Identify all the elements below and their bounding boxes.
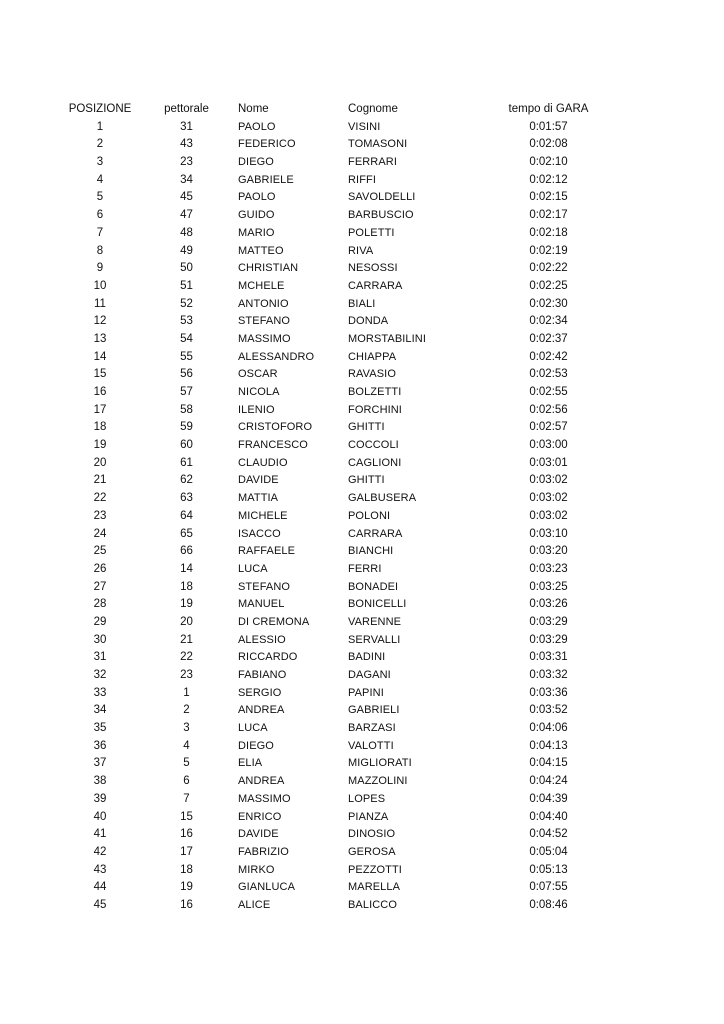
table-row (0, 384, 724, 402)
table-row (0, 738, 724, 756)
cell-surname: MARELLA (348, 881, 401, 894)
cell-name: LUCA (238, 562, 268, 575)
cell-bib: 60 (180, 439, 193, 452)
cell-surname: BARBUSCIO (348, 209, 414, 222)
cell-time: 0:02:15 (529, 191, 568, 204)
cell-time: 0:03:00 (529, 439, 568, 452)
cell-bib: 47 (180, 209, 193, 222)
cell-surname: FERRARI (348, 156, 397, 169)
table-row (0, 561, 724, 579)
cell-time: 0:01:57 (529, 120, 568, 133)
cell-bib: 23 (180, 156, 193, 169)
table-row (0, 596, 724, 614)
cell-bib: 50 (180, 262, 193, 275)
table-row (0, 172, 724, 190)
cell-position: 23 (93, 509, 107, 522)
cell-bib: 17 (180, 845, 193, 858)
cell-time: 0:02:37 (529, 332, 568, 345)
cell-time: 0:02:18 (529, 226, 568, 239)
cell-position: 4 (96, 173, 104, 186)
cell-time: 0:02:34 (529, 315, 568, 328)
cell-bib: 48 (180, 226, 193, 239)
cell-position: 28 (93, 598, 107, 611)
cell-position: 17 (93, 403, 107, 416)
cell-time: 0:04:13 (529, 739, 568, 752)
cell-position: 41 (93, 828, 107, 841)
cell-time: 0:03:52 (529, 704, 568, 717)
cell-name: FEDERICO (238, 138, 296, 151)
results-table (0, 101, 724, 915)
cell-surname: BONICELLI (348, 598, 407, 611)
cell-time: 0:04:52 (529, 828, 568, 841)
cell-time: 0:02:55 (529, 386, 568, 398)
cell-time: 0:03:29 (529, 615, 568, 628)
cell-position: 43 (93, 863, 107, 876)
cell-surname: SAVOLDELLI (348, 191, 416, 204)
cell-time: 0:04:24 (529, 775, 568, 788)
cell-bib: 16 (180, 898, 193, 911)
cell-surname: FERRI (348, 562, 382, 575)
table-row (0, 419, 724, 437)
cell-bib: 18 (180, 863, 193, 876)
cell-name: ELIA (238, 757, 263, 770)
header-name: Nome (238, 103, 269, 115)
cell-name: MATTIA (238, 492, 279, 505)
cell-position: 35 (93, 722, 107, 735)
cell-time: 0:03:10 (529, 527, 568, 540)
cell-bib: 58 (180, 403, 193, 416)
cell-surname: GABRIELI (348, 704, 400, 717)
cell-name: CRISTOFORO (238, 421, 313, 434)
cell-surname: BALICCO (348, 898, 397, 911)
cell-bib: 3 (183, 722, 190, 735)
cell-position: 27 (93, 580, 107, 593)
cell-bib: 31 (180, 120, 193, 133)
cell-surname: GALBUSERA (348, 492, 417, 505)
table-row (0, 225, 724, 243)
table-row (0, 773, 724, 791)
cell-name: STEFANO (238, 315, 291, 328)
cell-bib: 34 (180, 173, 193, 186)
cell-surname: RIVA (348, 244, 374, 257)
table-row (0, 720, 724, 738)
table-row (0, 154, 724, 172)
cell-bib: 20 (180, 615, 193, 628)
table-row (0, 313, 724, 331)
cell-name: SERGIO (238, 686, 282, 699)
cell-surname: POLETTI (348, 226, 395, 239)
cell-surname: BONADEI (348, 580, 399, 593)
cell-name: CLAUDIO (238, 456, 288, 469)
cell-position: 39 (93, 792, 107, 805)
cell-bib: 52 (180, 297, 193, 310)
cell-name: ANTONIO (238, 297, 289, 310)
cell-position: 34 (93, 704, 107, 717)
table-row (0, 879, 724, 897)
table-row (0, 526, 724, 544)
cell-surname: DONDA (348, 315, 389, 328)
cell-time: 0:02:19 (529, 244, 568, 257)
cell-bib: 62 (180, 474, 193, 487)
cell-bib: 51 (180, 279, 193, 292)
cell-bib: 19 (180, 598, 193, 611)
cell-position: 12 (93, 315, 107, 328)
cell-position: 33 (93, 686, 107, 699)
cell-time: 0:02:42 (529, 350, 568, 363)
cell-position: 44 (93, 881, 107, 894)
cell-surname: RIFFI (348, 173, 376, 186)
cell-bib: 18 (180, 580, 193, 593)
cell-position: 16 (93, 386, 107, 398)
cell-name: MCHELE (238, 279, 285, 292)
cell-position: 13 (93, 332, 107, 345)
cell-surname: PAPINI (348, 686, 384, 699)
cell-position: 31 (93, 651, 107, 664)
table-row (0, 702, 724, 720)
cell-bib: 22 (180, 651, 193, 664)
cell-surname: FORCHINI (348, 403, 402, 416)
cell-time: 0:02:12 (529, 173, 568, 186)
cell-time: 0:03:36 (529, 686, 568, 699)
table-row (0, 826, 724, 844)
cell-name: ANDREA (238, 775, 285, 788)
header-position: POSIZIONE (68, 103, 132, 115)
cell-bib: 64 (180, 509, 193, 522)
cell-surname: TOMASONI (348, 138, 408, 151)
cell-surname: VALOTTI (348, 739, 394, 752)
table-row (0, 260, 724, 278)
cell-name: LUCA (238, 722, 268, 735)
cell-name: DI CREMONA (238, 615, 310, 628)
cell-surname: POLONI (348, 509, 391, 522)
cell-position: 18 (93, 421, 107, 434)
cell-position: 36 (93, 739, 107, 752)
cell-name: FABIANO (238, 669, 287, 681)
cell-surname: CARRARA (348, 527, 403, 540)
cell-surname: LOPES (348, 792, 386, 805)
cell-name: GUIDO (238, 209, 275, 222)
cell-surname: DINOSIO (348, 828, 396, 841)
cell-time: 0:02:57 (529, 421, 568, 434)
cell-time: 0:03:32 (529, 669, 568, 681)
cell-position: 11 (94, 297, 106, 310)
cell-name: MATTEO (238, 244, 284, 257)
cell-surname: NESOSSI (348, 262, 398, 275)
cell-time: 0:03:02 (529, 474, 568, 487)
table-row (0, 897, 724, 915)
cell-bib: 66 (180, 545, 193, 558)
cell-position: 40 (93, 810, 107, 823)
table-row (0, 667, 724, 685)
cell-name: MASSIMO (238, 792, 291, 805)
cell-bib: 63 (180, 492, 193, 505)
cell-name: RAFFAELE (238, 545, 296, 558)
cell-bib: 45 (180, 191, 193, 204)
cell-time: 0:02:10 (529, 156, 568, 169)
table-row (0, 136, 724, 154)
cell-surname: SERVALLI (348, 633, 401, 646)
cell-surname: RAVASIO (348, 368, 396, 381)
cell-name: PAOLO (238, 191, 276, 204)
cell-bib: 54 (180, 332, 193, 345)
table-row (0, 402, 724, 420)
cell-name: MICHELE (238, 509, 288, 522)
table-row (0, 331, 724, 349)
cell-surname: PIANZA (348, 810, 389, 823)
table-row (0, 844, 724, 862)
cell-name: ALESSANDRO (238, 350, 315, 363)
cell-surname: VISINI (348, 120, 381, 133)
table-row (0, 809, 724, 827)
cell-bib: 14 (180, 562, 193, 575)
cell-surname: DAGANI (348, 669, 391, 681)
cell-time: 0:02:30 (529, 297, 568, 310)
cell-name: GIANLUCA (238, 881, 296, 894)
cell-position: 24 (93, 527, 107, 540)
cell-position: 1 (96, 120, 104, 133)
table-row (0, 579, 724, 597)
cell-surname: VARENNE (348, 615, 402, 628)
cell-bib: 15 (180, 810, 193, 823)
cell-time: 0:02:25 (529, 279, 568, 292)
table-row (0, 455, 724, 473)
cell-time: 0:03:31 (529, 651, 568, 664)
cell-position: 15 (93, 368, 107, 381)
table-row (0, 649, 724, 667)
cell-name: CHRISTIAN (238, 262, 299, 275)
cell-surname: COCCOLI (348, 439, 399, 452)
table-header-row (0, 101, 724, 119)
table-body (0, 119, 724, 915)
cell-bib: 56 (180, 368, 193, 381)
cell-time: 0:03:23 (529, 562, 568, 575)
cell-time: 0:02:22 (529, 262, 568, 275)
cell-bib: 4 (183, 739, 190, 752)
table-row (0, 278, 724, 296)
cell-surname: BADINI (348, 651, 386, 664)
table-row (0, 543, 724, 561)
table-row (0, 189, 724, 207)
cell-surname: BARZASI (348, 722, 396, 735)
table-row (0, 119, 724, 137)
cell-time: 0:02:53 (529, 368, 568, 381)
cell-time: 0:03:29 (529, 633, 568, 646)
table-row (0, 472, 724, 490)
cell-bib: 5 (183, 757, 190, 770)
cell-bib: 7 (183, 792, 190, 805)
cell-name: DAVIDE (238, 474, 279, 487)
cell-time: 0:07:55 (529, 881, 568, 894)
cell-position: 29 (93, 615, 107, 628)
cell-position: 21 (93, 474, 107, 487)
cell-position: 6 (96, 209, 104, 222)
cell-name: MARIO (238, 226, 275, 239)
cell-bib: 21 (180, 633, 193, 646)
cell-time: 0:03:26 (529, 598, 568, 611)
cell-name: NICOLA (238, 386, 280, 398)
cell-position: 25 (93, 545, 107, 558)
table-row (0, 685, 724, 703)
cell-time: 0:02:56 (529, 403, 568, 416)
cell-time: 0:03:01 (529, 456, 568, 469)
cell-bib: 57 (180, 386, 193, 398)
cell-surname: GEROSA (348, 845, 396, 858)
cell-name: FRANCESCO (238, 439, 308, 452)
cell-position: 45 (93, 898, 107, 911)
cell-name: RICCARDO (238, 651, 298, 664)
cell-name: ISACCO (238, 527, 281, 540)
cell-time: 0:05:04 (529, 845, 568, 858)
cell-surname: MORSTABILINI (348, 332, 427, 345)
cell-position: 14 (93, 350, 107, 363)
cell-surname: BIALI (348, 297, 376, 310)
cell-name: STEFANO (238, 580, 291, 593)
cell-position: 26 (93, 562, 107, 575)
cell-time: 0:04:15 (529, 757, 568, 770)
cell-time: 0:04:39 (529, 792, 568, 805)
cell-name: GABRIELE (238, 173, 294, 186)
header-surname: Cognome (348, 103, 398, 115)
cell-position: 2 (96, 138, 104, 151)
table-row (0, 508, 724, 526)
cell-surname: GHITTI (348, 474, 385, 487)
cell-name: ILENIO (238, 403, 275, 416)
cell-bib: 2 (183, 704, 190, 717)
table-row (0, 791, 724, 809)
cell-name: PAOLO (238, 120, 276, 133)
cell-bib: 43 (180, 138, 193, 151)
cell-time: 0:04:40 (529, 810, 568, 823)
cell-name: OSCAR (238, 368, 278, 381)
cell-name: ENRICO (238, 810, 282, 823)
cell-position: 38 (93, 775, 107, 788)
cell-time: 0:03:20 (529, 545, 568, 558)
cell-time: 0:04:06 (529, 722, 568, 735)
cell-surname: CHIAPPA (348, 350, 397, 363)
cell-position: 3 (96, 156, 104, 169)
cell-surname: MAZZOLINI (348, 775, 408, 788)
cell-bib: 6 (183, 775, 190, 788)
cell-name: DIEGO (238, 739, 274, 752)
table-row (0, 490, 724, 508)
cell-surname: CAGLIONI (348, 456, 402, 469)
cell-position: 19 (93, 439, 107, 452)
cell-time: 0:03:25 (529, 580, 568, 593)
cell-position: 9 (96, 262, 104, 275)
cell-time: 0:03:02 (529, 492, 568, 505)
cell-bib: 1 (183, 686, 190, 699)
cell-position: 42 (93, 845, 107, 858)
cell-surname: PEZZOTTI (348, 863, 402, 876)
cell-position: 22 (93, 492, 107, 505)
table-row (0, 862, 724, 880)
table-row (0, 437, 724, 455)
cell-bib: 19 (180, 881, 193, 894)
header-time: tempo di GARA (508, 103, 589, 115)
cell-position: 30 (93, 633, 107, 646)
cell-bib: 53 (180, 315, 193, 328)
cell-position: 7 (96, 226, 104, 239)
cell-bib: 16 (180, 828, 193, 841)
cell-name: ALICE (238, 898, 271, 911)
cell-name: ANDREA (238, 704, 285, 717)
table-row (0, 349, 724, 367)
cell-name: MANUEL (238, 598, 285, 611)
cell-position: 32 (93, 669, 107, 681)
table-row (0, 755, 724, 773)
cell-time: 0:08:46 (529, 898, 568, 911)
table-row (0, 366, 724, 384)
cell-position: 37 (93, 757, 107, 770)
cell-name: FABRIZIO (238, 845, 289, 858)
table-row (0, 632, 724, 650)
cell-position: 5 (96, 191, 104, 204)
cell-time: 0:02:17 (529, 209, 568, 222)
cell-bib: 59 (180, 421, 193, 434)
cell-bib: 61 (180, 456, 193, 469)
cell-name: MASSIMO (238, 332, 291, 345)
table-row (0, 243, 724, 261)
cell-time: 0:05:13 (529, 863, 568, 876)
cell-bib: 55 (180, 350, 193, 363)
cell-surname: BOLZETTI (348, 386, 402, 398)
table-row (0, 614, 724, 632)
cell-surname: BIANCHI (348, 545, 394, 558)
cell-name: MIRKO (238, 863, 275, 876)
table-row (0, 207, 724, 225)
cell-surname: GHITTI (348, 421, 385, 434)
cell-surname: MIGLIORATI (348, 757, 412, 770)
cell-time: 0:03:02 (529, 509, 568, 522)
cell-time: 0:02:08 (529, 138, 568, 151)
cell-name: ALESSIO (238, 633, 286, 646)
cell-surname: CARRARA (348, 279, 403, 292)
table-row (0, 296, 724, 314)
cell-name: DAVIDE (238, 828, 279, 841)
cell-bib: 23 (180, 669, 193, 681)
cell-position: 20 (93, 456, 107, 469)
cell-bib: 49 (180, 244, 193, 257)
cell-bib: 65 (180, 527, 193, 540)
cell-position: 10 (93, 279, 107, 292)
cell-position: 8 (96, 244, 104, 257)
header-bib: pettorale (164, 103, 209, 115)
cell-name: DIEGO (238, 156, 274, 169)
